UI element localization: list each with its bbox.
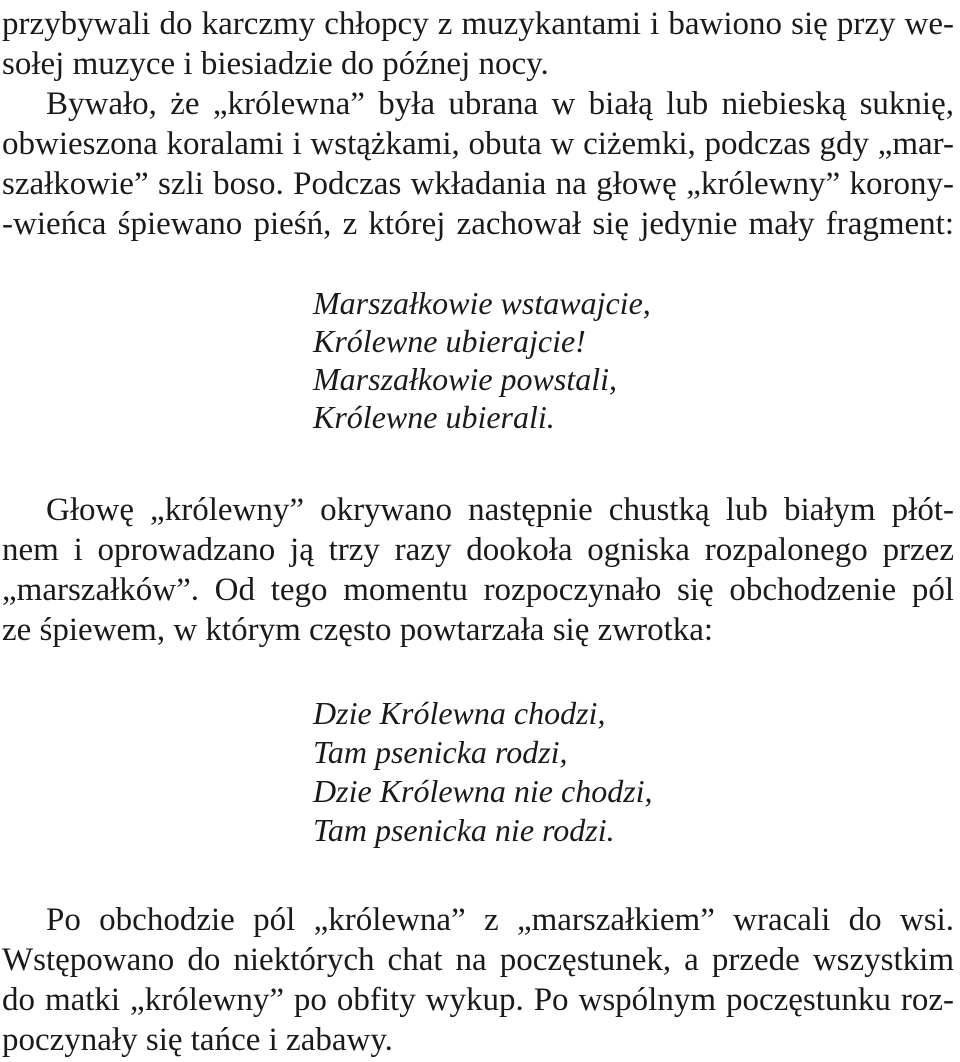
verse-line: Marszałkowie powstali,	[313, 361, 618, 397]
text-line: sołej muzyce i biesiadzie do późnej nocy.	[2, 46, 549, 82]
text-line: przybywali do karczmy chłopcy z muzykantami i bawiono się przy we-	[2, 6, 954, 42]
text-line: poczynały się tańce i zabawy.	[2, 1022, 393, 1058]
text-line: Głowę „królewny” okrywano następnie chustką lub białym płót-	[46, 492, 954, 528]
text-line: obwieszona koralami i wstążkami, obuta w ciżemki, podczas gdy „mar-	[2, 126, 954, 162]
text-line: „marszałków”. Od tego momentu rozpoczynało się obchodzenie pól	[2, 572, 954, 608]
text-line: Wstępowano do niektórych chat na poczęstunek, a przede wszystkim	[2, 942, 954, 978]
text-line: ze śpiewem, w którym często powtarzała się zwrotka:	[2, 612, 714, 648]
verse-line: Królewne ubierali.	[313, 399, 555, 435]
verse-line: Dzie Królewna nie chodzi,	[313, 773, 653, 809]
text-line: Po obchodzie pól „królewna” z „marszałkiem” wracali do wsi.	[46, 902, 954, 938]
verse-line: Dzie Królewna chodzi,	[313, 695, 606, 731]
verse-line: Królewne ubierajcie!	[313, 323, 586, 359]
text-line: do matki „królewny” po obfity wykup. Po wspólnym poczęstunku roz-	[2, 982, 954, 1018]
verse-line: Tam psenicka rodzi,	[313, 734, 568, 770]
verse-line: Marszałkowie wstawajcie,	[313, 285, 651, 321]
text-line: szałkowie” szli boso. Podczas wkładania na głowę „królewny” korony-	[2, 166, 954, 202]
text-line: -wieńca śpiewano pieśń, z której zachował się jedynie mały fragment:	[2, 206, 954, 242]
text-line: nem i oprowadzano ją trzy razy dookoła ogniska rozpalonego przez	[2, 532, 954, 568]
verse-line: Tam psenicka nie rodzi.	[313, 812, 615, 848]
text-line: Bywało, że „królewna” była ubrana w białą lub niebieską suknię,	[46, 86, 954, 122]
